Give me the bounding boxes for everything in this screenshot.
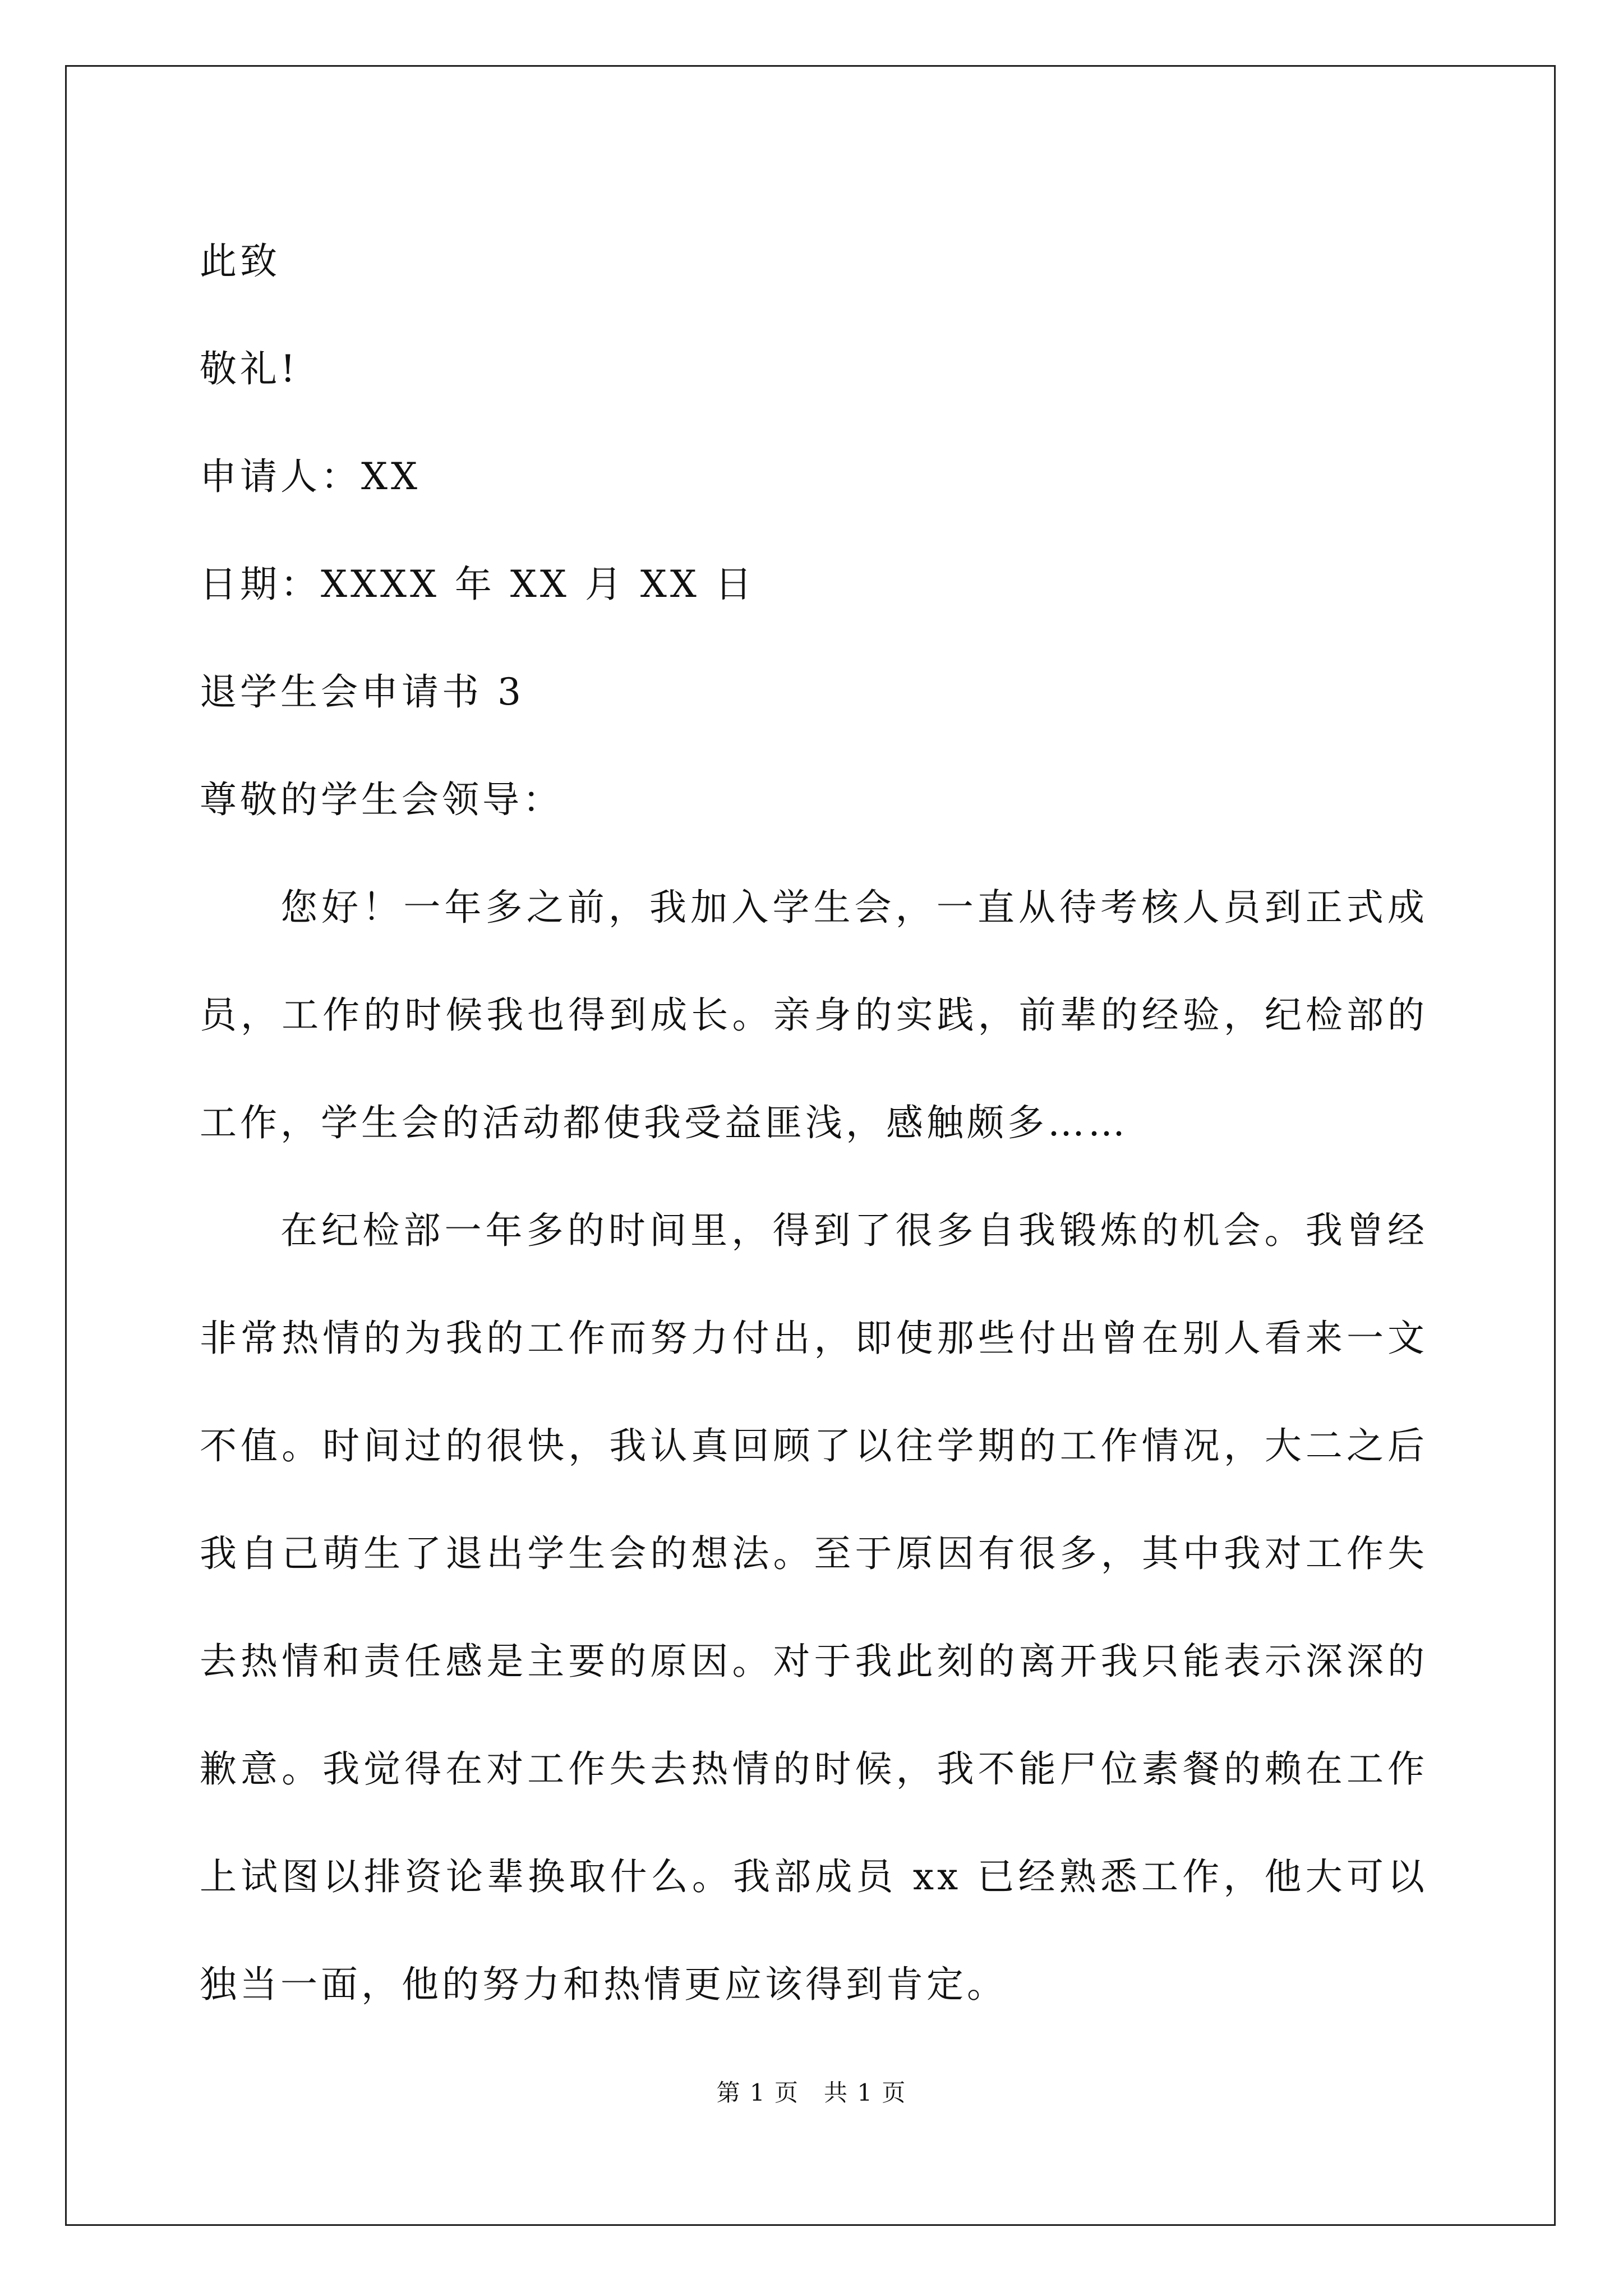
regards-line: 敬礼!: [200, 347, 299, 390]
page-footer: 第 1 页 共 1 页: [716, 2079, 907, 2106]
paragraph-1: 您好！一年多之前，我加入学生会，一直从待考核人员到正式成员，工作的时候我也得到成长。亲身的实践，前辈的经验，纪检部的工作，学生会的活动都使我受益匪浅，感触颇多……: [200, 886, 1428, 1144]
closing-line: 此致: [200, 240, 280, 283]
document-body: [200, 208, 1428, 2039]
paragraph-2: 在纪检部一年多的时间里，得到了很多自我锻炼的机会。我曾经非常热情的为我的工作而努力付出，即使那些付出曾在别人看来一文不值。时间过的很快，我认真回顾了以往学期的工作情况，大二之后我自己萌生了退出学生会的想法。至于原因有很多，其中我对工作失去热情和责任感是主要的原因。对于我此刻的离开我只能表示深深的歉意。我觉得在对工作失去热情的时候，我不能尸位素餐的赖在工作上试图以排资论辈换取什么。我部成员 xx 已经熟悉工作，他大可以独当一面，他的努力和热情更应该得到肯定。: [200, 1209, 1428, 2006]
salutation: 尊敬的学生会领导：: [200, 778, 563, 821]
date-line: 日期：XXXX 年 XX 月 XX 日: [200, 563, 755, 606]
applicant-line: 申请人：XX: [200, 455, 421, 498]
section-title: 退学生会申请书 3: [200, 670, 524, 714]
